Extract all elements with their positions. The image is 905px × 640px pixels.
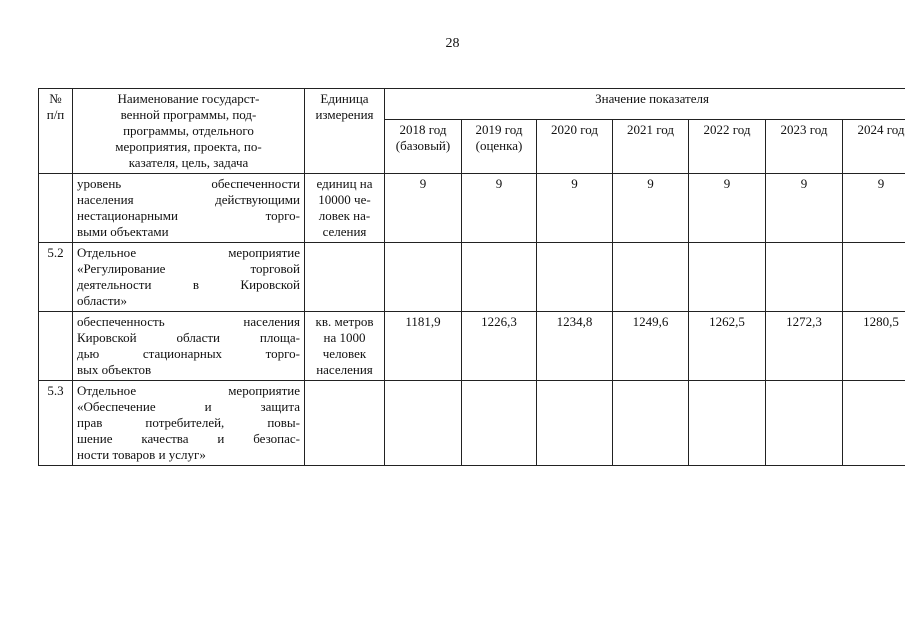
row-unit-line: ловек на- [318,208,371,223]
header-name-line: венной программы, под- [120,107,257,122]
row-name-line: деятельности в Кировской [77,277,300,292]
row-name [73,312,305,381]
header-num-line: № [49,91,62,106]
row-name [73,174,305,243]
header-unit [305,89,385,174]
row-value: 9 [689,174,766,243]
row-name-line: нестационарными торго- [77,208,300,223]
row-unit-line: селения [322,224,367,239]
row-value: 9 [537,174,613,243]
header-name-line: Наименование государст- [117,91,260,106]
row-value: 1262,5 [689,312,766,381]
row-value [613,381,689,466]
header-name-line: мероприятия, проекта, по- [115,139,262,154]
row-value [689,381,766,466]
row-name-line: обеспеченность населения [77,314,300,329]
row-name-line: Отдельное мероприятие [77,383,300,398]
row-name-line: прав потребителей, повы- [77,415,300,430]
header-year-line: 2018 год [399,121,447,137]
header-value-group: Значение показателя [385,89,905,120]
row-unit-line: населения [316,362,373,377]
row-name-line: выми объектами [77,224,169,239]
row-value: 9 [613,174,689,243]
row-name-line: вых объектов [77,362,152,377]
table-row [39,243,905,312]
row-value: 9 [462,174,537,243]
table-row [39,174,905,243]
header-unit-line: измерения [315,107,374,122]
header-year-line: 2019 год [475,121,523,137]
header-num-line: п/п [46,107,65,122]
row-unit [305,174,385,243]
header-year-2020: 2020 год [537,119,613,173]
header-unit-line: Единица [320,91,369,106]
row-name-line: населения действующими [77,192,300,207]
row-unit-line: 10000 че- [318,192,371,207]
row-name-line: «Регулирование торговой [77,261,300,276]
header-year-2024: 2024 год [843,119,905,173]
indicator-table [38,88,905,466]
row-name-line: шение качества и безопас- [77,431,300,446]
header-year-2023: 2023 год [766,119,843,173]
row-num [39,312,73,381]
row-unit-line: человек [322,346,367,361]
row-unit-line: единиц на [316,176,373,191]
header-year-2022: 2022 год [689,119,766,173]
header-name-line: казателя, цель, задача [128,155,249,170]
row-value [843,381,905,466]
row-value [613,243,689,312]
header-year-2018 [385,119,462,173]
row-value [689,243,766,312]
row-value [537,243,613,312]
header-num [39,89,73,174]
row-name [73,243,305,312]
row-value: 1181,9 [385,312,462,381]
row-value [843,243,905,312]
row-value: 9 [766,174,843,243]
row-num: 5.2 [39,243,73,312]
row-value: 1226,3 [462,312,537,381]
row-name-line: ности товаров и услуг» [77,447,206,462]
table-row [39,312,905,381]
row-unit-line: кв. метров [315,314,374,329]
row-value: 1249,6 [613,312,689,381]
row-value [462,381,537,466]
row-unit [305,312,385,381]
row-name-line: Кировской области площа- [77,330,300,345]
row-name-line: области» [77,293,127,308]
row-value [537,381,613,466]
row-unit [305,243,385,312]
row-name-line: «Обеспечение и защита [77,399,300,414]
row-unit-line: на 1000 [323,330,366,345]
row-value: 9 [843,174,905,243]
row-value: 1280,5 [843,312,905,381]
row-value: 1272,3 [766,312,843,381]
header-year-2019 [462,119,537,173]
row-value [766,243,843,312]
header-name [73,89,305,174]
row-value [385,243,462,312]
row-num [39,174,73,243]
row-value [462,243,537,312]
row-name-line: Отдельное мероприятие [77,245,300,260]
row-unit [305,381,385,466]
row-value [766,381,843,466]
row-name-line: дью стационарных торго- [77,346,300,361]
table-row [39,381,905,466]
row-name [73,381,305,466]
row-value: 9 [385,174,462,243]
header-year-2021: 2021 год [613,119,689,173]
header-row-1 [39,89,905,120]
row-value: 1234,8 [537,312,613,381]
row-name-line: уровень обеспеченности [77,176,300,191]
header-name-line: программы, отдельного [123,123,254,138]
header-year-line: (базовый) [395,137,451,153]
row-value [385,381,462,466]
page-number: 28 [445,36,460,51]
header-year-line: (оценка) [475,137,523,153]
row-num: 5.3 [39,381,73,466]
